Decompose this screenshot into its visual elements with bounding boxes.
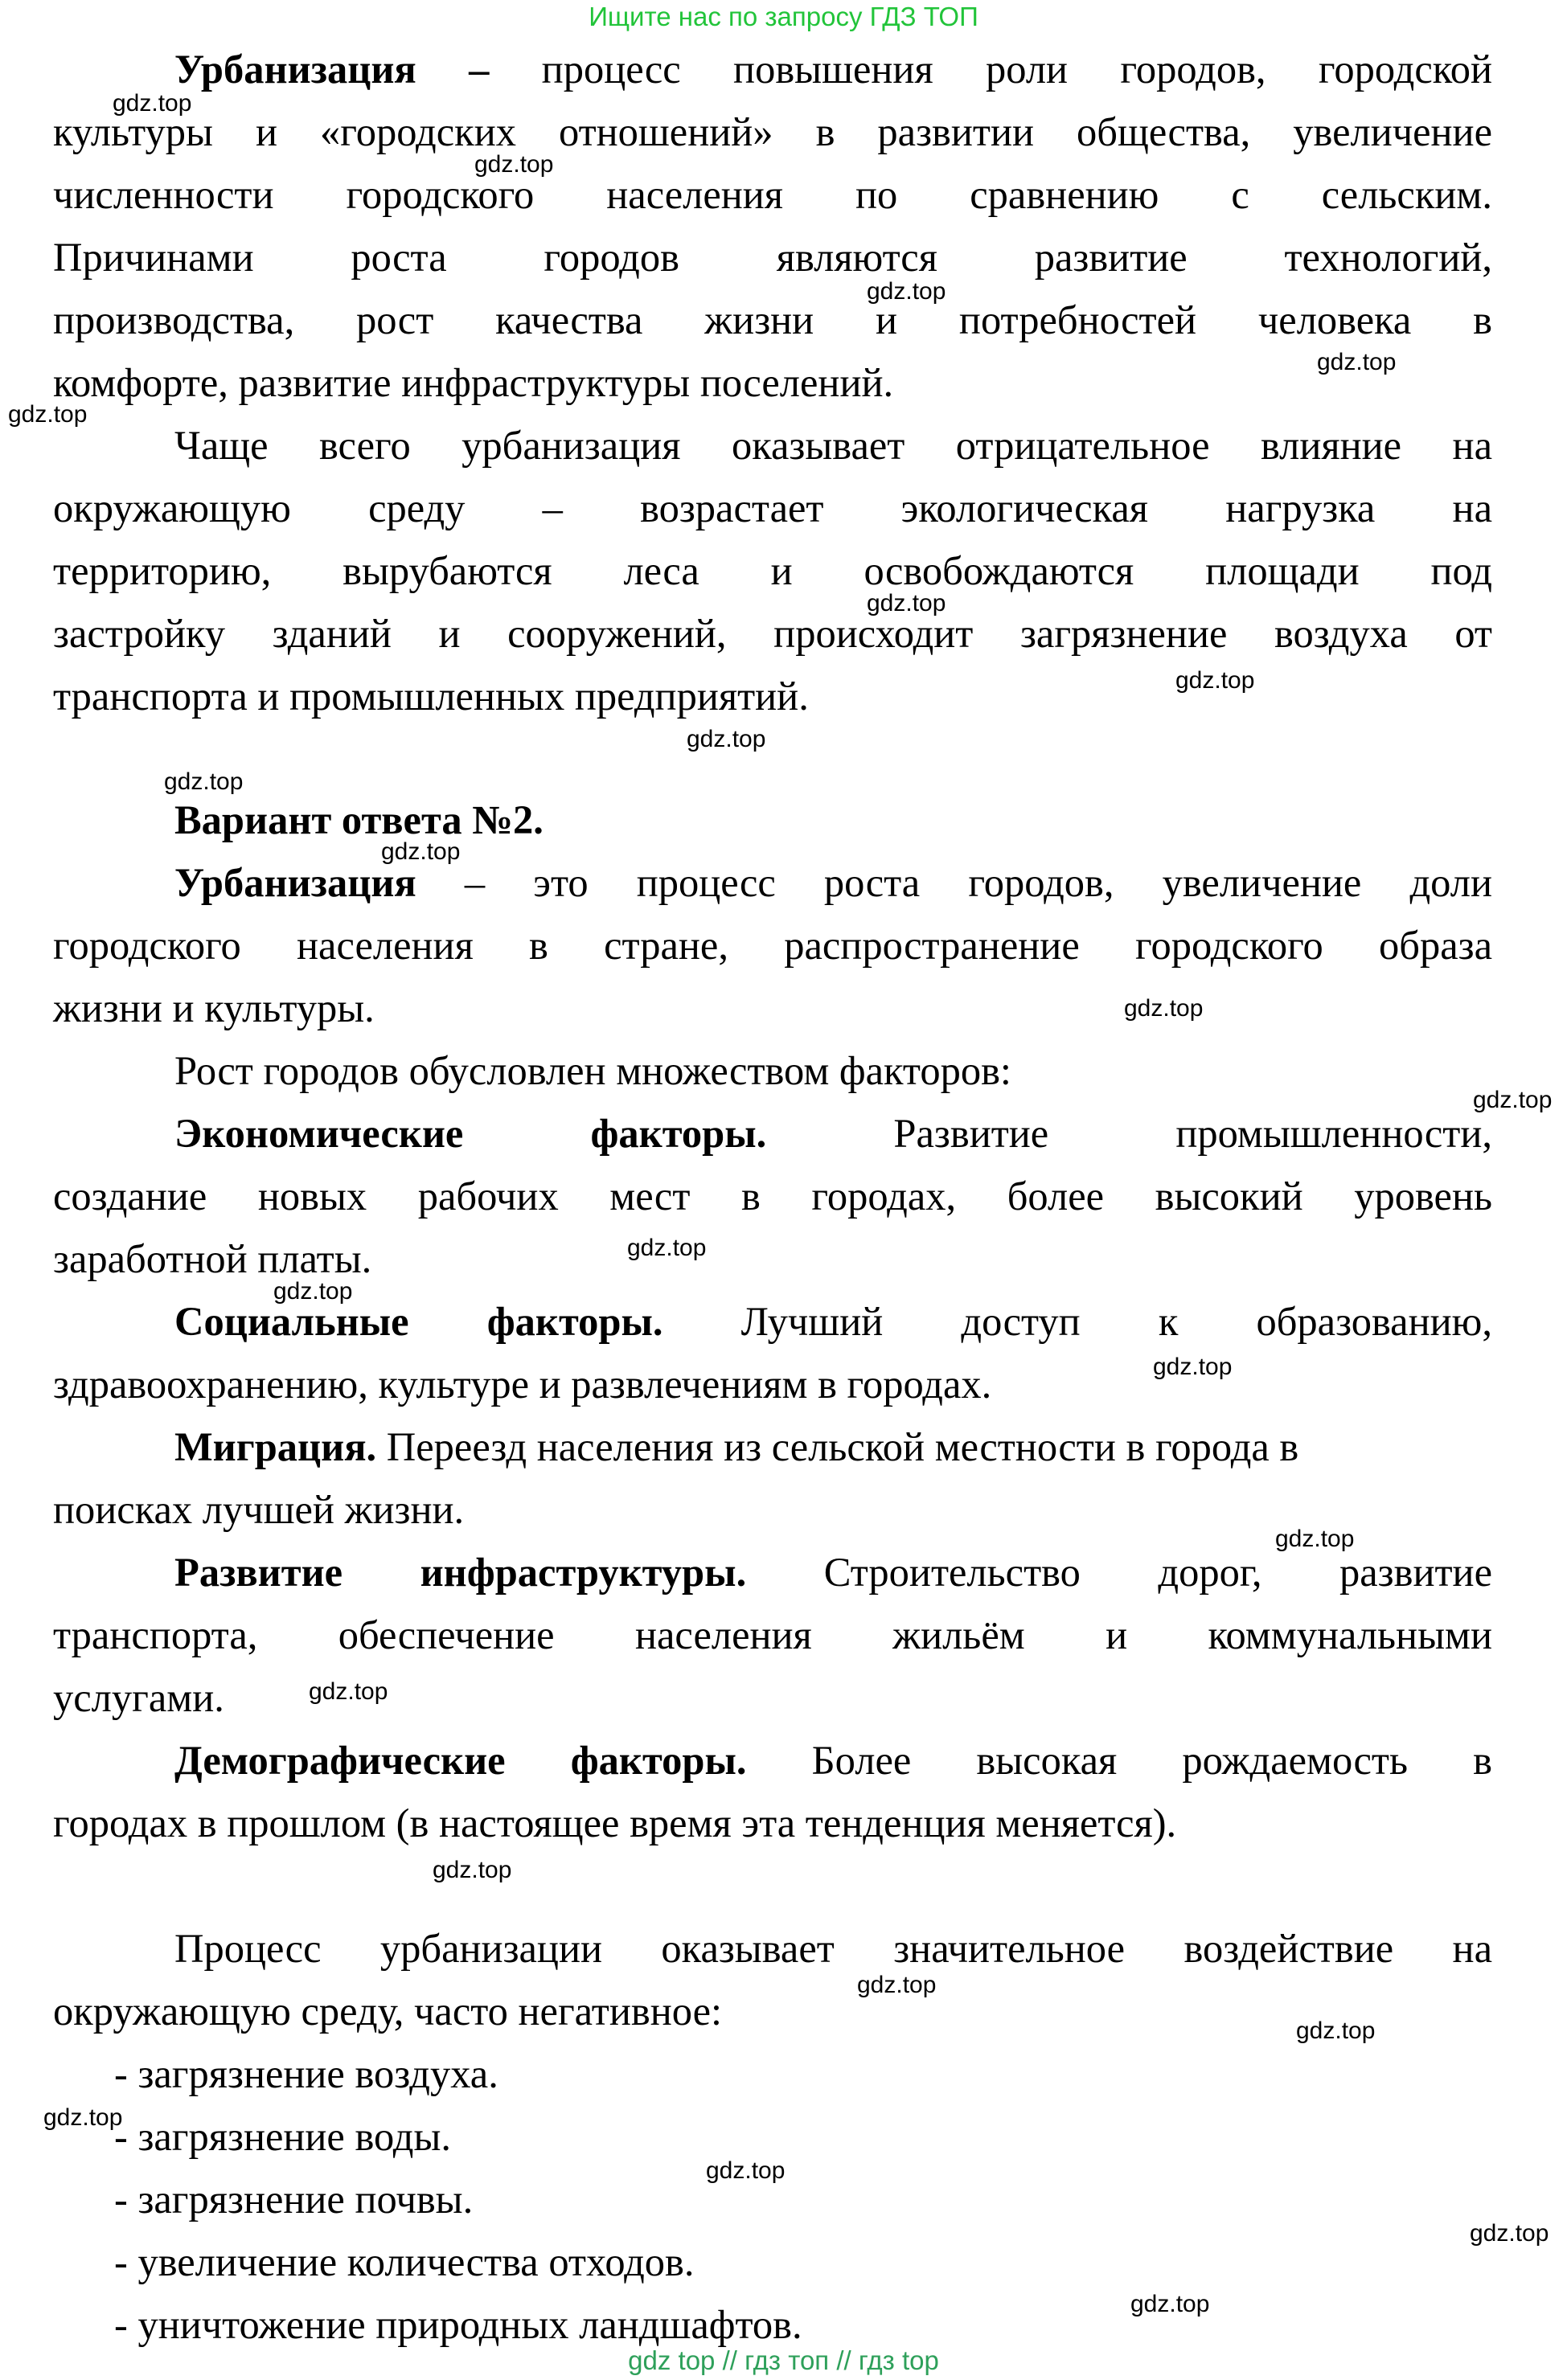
footer-link[interactable]: гдз топ bbox=[745, 2345, 830, 2375]
text-line: городского населения в стране, распространение городского образа bbox=[53, 923, 1492, 968]
text-line: Причинами роста городов являются развитие технологий, bbox=[53, 235, 1492, 280]
watermark: gdz.top bbox=[1175, 667, 1255, 694]
watermark: gdz.top bbox=[43, 2104, 123, 2131]
footer-link[interactable]: гдз top bbox=[858, 2345, 939, 2375]
watermark: gdz.top bbox=[687, 726, 766, 752]
watermark: gdz.top bbox=[867, 278, 946, 305]
term-urbanization: Урбанизация – bbox=[174, 47, 490, 92]
factors-intro: Рост городов обусловлен множеством факторов: bbox=[174, 1048, 1011, 1093]
watermark: gdz.top bbox=[857, 1972, 937, 1998]
watermark: gdz.top bbox=[309, 1678, 388, 1705]
watermark: gdz.top bbox=[113, 90, 192, 117]
footer-link[interactable]: gdz top bbox=[628, 2345, 716, 2375]
footer-separator: // bbox=[722, 2345, 737, 2375]
text-line: Урбанизация – это процесс роста городов, увеличение доли bbox=[174, 860, 1492, 905]
text-line: услугами. bbox=[53, 1675, 224, 1720]
term-urbanization: Урбанизация bbox=[174, 860, 416, 905]
watermark: gdz.top bbox=[1130, 2291, 1210, 2317]
factor-term: Экономические факторы. bbox=[174, 1111, 767, 1156]
variant-heading: Вариант ответа №2. bbox=[174, 797, 544, 842]
text-line: численности городского населения по сравнению с сельским. bbox=[53, 172, 1492, 217]
text-line: застройку зданий и сооружений, происходит загрязнение воздуха от bbox=[53, 611, 1492, 656]
list-item: - уничтожение природных ландшафтов. bbox=[114, 2302, 802, 2347]
search-hint-banner: Ищите нас по запросу ГДЗ ТОП bbox=[589, 2, 978, 31]
text-line: окружающую среду – возрастает экологическая нагрузка на bbox=[53, 485, 1492, 530]
text-line: Миграция. Переезд населения из сельской местности в города в bbox=[174, 1424, 1299, 1469]
text-line: жизни и культуры. bbox=[53, 985, 375, 1030]
list-item: - загрязнение воды. bbox=[114, 2114, 452, 2159]
text-line: Демографические факторы. Более высокая рождаемость в bbox=[174, 1738, 1492, 1783]
text-line: транспорта и промышленных предприятий. bbox=[53, 674, 809, 719]
footer-links bbox=[0, 2345, 1567, 2376]
text-line: заработной платы. bbox=[53, 1236, 372, 1281]
text-line: культуры и «городских отношений» в развитии общества, увеличение bbox=[53, 109, 1492, 154]
list-item: - увеличение количества отходов. bbox=[114, 2239, 695, 2284]
text-line: окружающую среду, часто негативное: bbox=[53, 1989, 723, 2034]
factor-term: Социальные факторы. bbox=[174, 1299, 663, 1344]
watermark: gdz.top bbox=[1473, 1087, 1553, 1113]
watermark: gdz.top bbox=[8, 401, 88, 428]
watermark: gdz.top bbox=[433, 1857, 512, 1883]
text-line: Социальные факторы. Лучший доступ к образованию, bbox=[174, 1299, 1492, 1344]
text-line: территорию, вырубаются леса и освобождаются площади под bbox=[53, 548, 1492, 593]
text-line: создание новых рабочих мест в городах, более высокий уровень bbox=[53, 1174, 1492, 1219]
text-line: здравоохранению, культуре и развлечениям в городах. bbox=[53, 1362, 992, 1407]
factor-term: Развитие инфраструктуры. bbox=[174, 1550, 747, 1595]
text-line: Урбанизация – процесс повышения роли городов, городской bbox=[174, 47, 1492, 92]
text-line: транспорта, обеспечение населения жильём и коммунальными bbox=[53, 1612, 1492, 1657]
watermark: gdz.top bbox=[627, 1235, 707, 1261]
watermark: gdz.top bbox=[381, 838, 461, 865]
text-line: Развитие инфраструктуры. Строительство дорог, развитие bbox=[174, 1550, 1492, 1595]
list-item: - загрязнение почвы. bbox=[114, 2177, 474, 2222]
factor-term: Миграция. bbox=[174, 1424, 377, 1469]
list-item: - загрязнение воздуха. bbox=[114, 2051, 498, 2096]
footer-separator: // bbox=[836, 2345, 851, 2375]
watermark: gdz.top bbox=[867, 590, 946, 617]
watermark: gdz.top bbox=[1275, 1526, 1355, 1552]
text-line: городах в прошлом (в настоящее время эта тенденция меняется). bbox=[53, 1800, 1177, 1845]
text-line: поисках лучшей жизни. bbox=[53, 1487, 465, 1532]
watermark: gdz.top bbox=[474, 151, 554, 178]
text-line: комфорте, развитие инфраструктуры поселений. bbox=[53, 360, 894, 405]
watermark: gdz.top bbox=[1317, 349, 1397, 375]
watermark: gdz.top bbox=[164, 768, 244, 795]
watermark: gdz.top bbox=[273, 1278, 353, 1305]
watermark: gdz.top bbox=[1124, 995, 1204, 1022]
text-line: Экономические факторы. Развитие промышленности, bbox=[174, 1111, 1492, 1156]
factor-term: Демографические факторы. bbox=[174, 1738, 747, 1783]
watermark: gdz.top bbox=[1470, 2220, 1549, 2247]
watermark: gdz.top bbox=[706, 2157, 786, 2184]
text-line: Чаще всего урбанизация оказывает отрицательное влияние на bbox=[174, 423, 1492, 468]
text-line: производства, рост качества жизни и потребностей человека в bbox=[53, 297, 1492, 342]
text-line: Процесс урбанизации оказывает значительное воздействие на bbox=[174, 1926, 1492, 1971]
watermark: gdz.top bbox=[1153, 1354, 1233, 1380]
watermark: gdz.top bbox=[1296, 2017, 1376, 2044]
